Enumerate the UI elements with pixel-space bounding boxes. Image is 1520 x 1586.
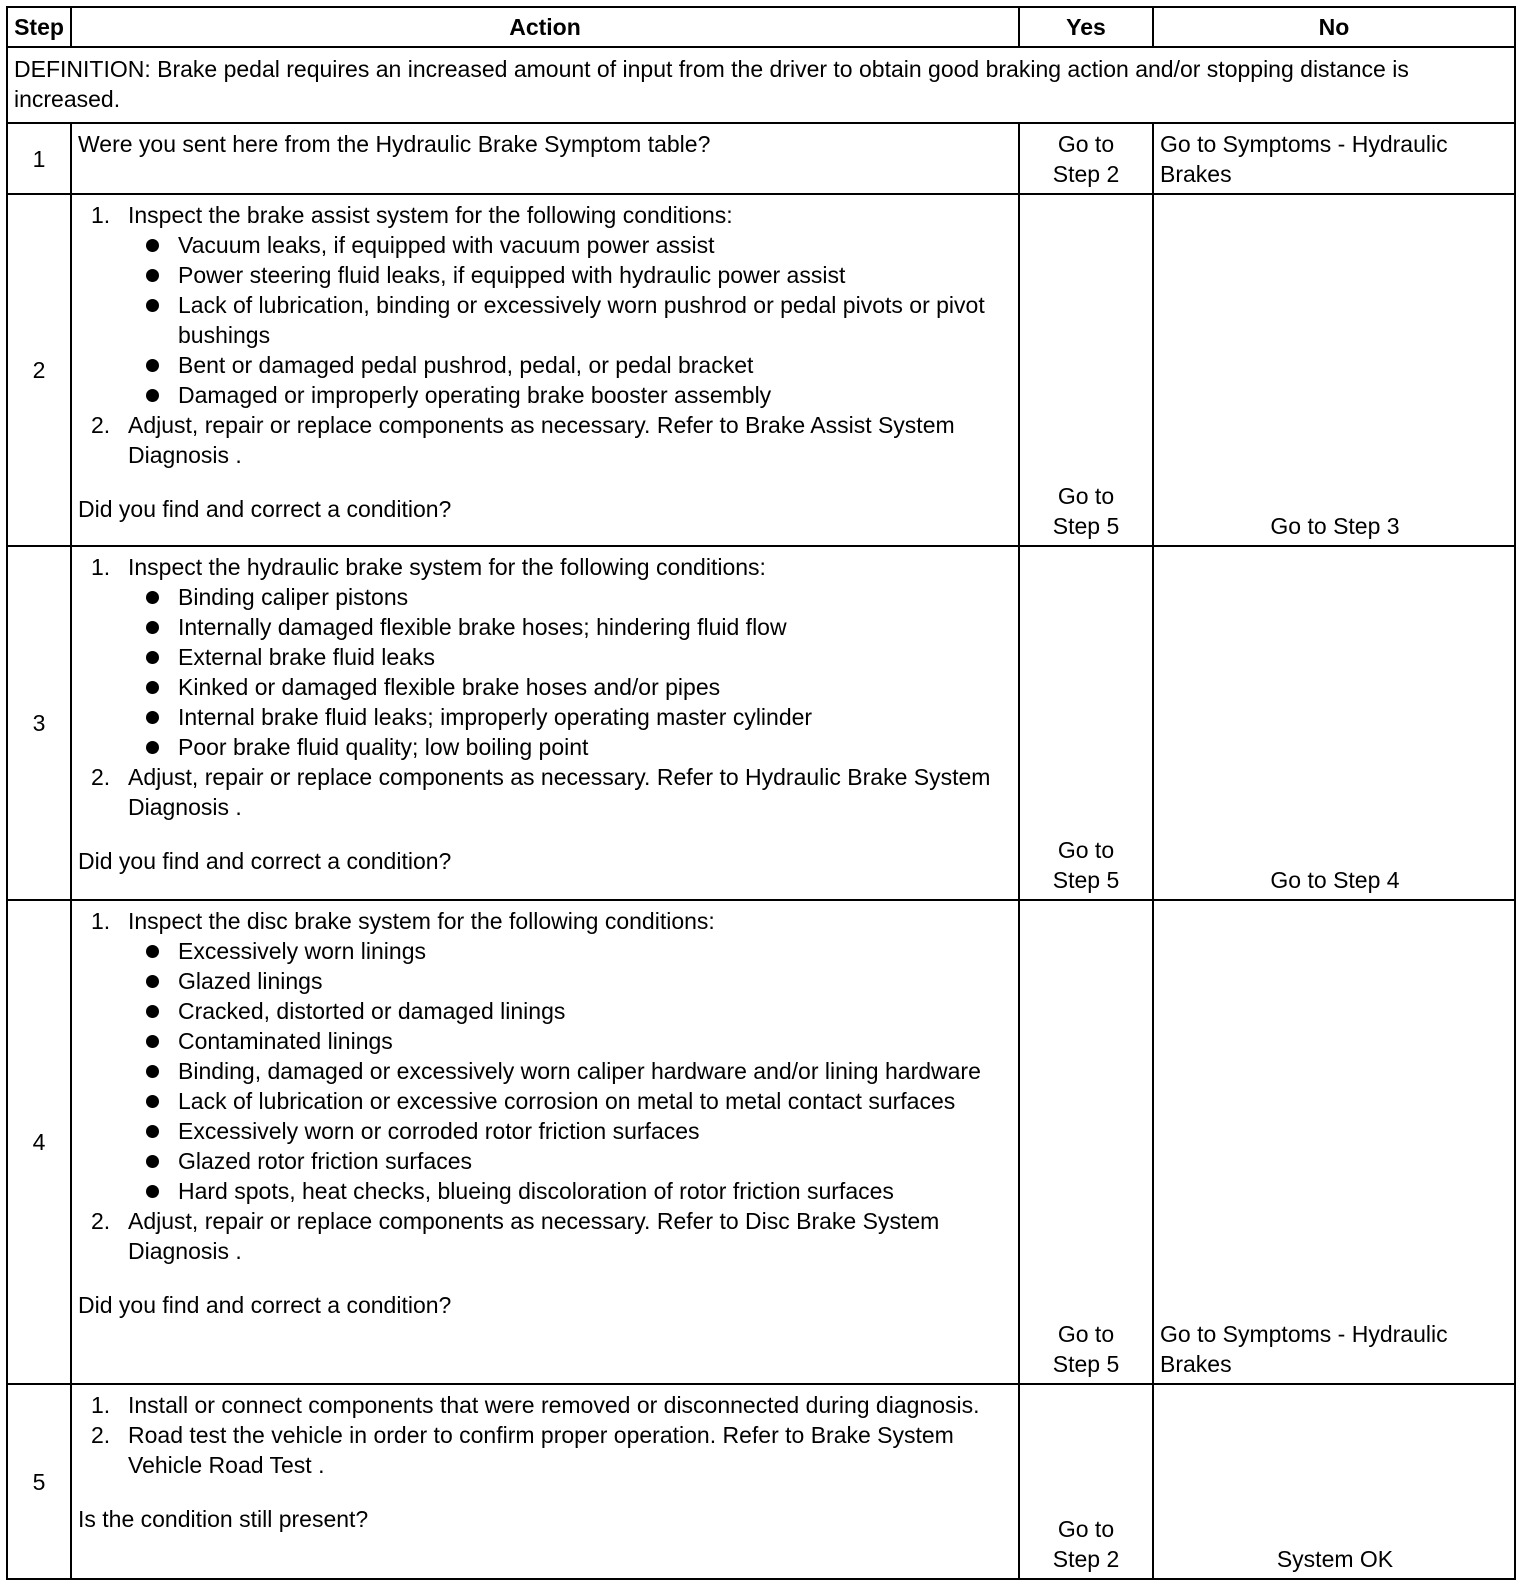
- action-text: Were you sent here from the Hydraulic Brake Symptom table?: [78, 131, 711, 157]
- no-cell: [1153, 900, 1515, 1384]
- action-step: [78, 1420, 1010, 1480]
- action-step: [78, 1390, 1010, 1420]
- step-row-1: [7, 123, 1515, 194]
- step-row-5: [7, 1384, 1515, 1579]
- action-step-number: 2.: [91, 1208, 111, 1234]
- action-step: [78, 1206, 1010, 1266]
- action-step-number: 1.: [91, 908, 111, 934]
- yes-line: Go to: [1057, 837, 1115, 863]
- condition-list: [128, 230, 1010, 410]
- condition-item: Lack of lubrication, binding or excessively worn pushrod or pedal pivots or pivot bushings: [128, 290, 1010, 350]
- yes-line: Go to: [1057, 1516, 1115, 1542]
- no-line: Brakes: [1160, 161, 1232, 187]
- condition-item: Internal brake fluid leaks; improperly operating master cylinder: [128, 702, 1010, 732]
- condition-item: Damaged or improperly operating brake booster assembly: [128, 380, 1010, 410]
- action-steps: [78, 552, 1010, 822]
- condition-item: Hard spots, heat checks, blueing discoloration of rotor friction surfaces: [128, 1176, 1010, 1206]
- yes-line: Go to: [1057, 483, 1115, 509]
- yes-line: Go to: [1057, 1321, 1115, 1347]
- header-step: Step: [7, 7, 71, 47]
- action-cell: [71, 1384, 1019, 1579]
- condition-item: Glazed linings: [128, 966, 1010, 996]
- header-action: Action: [71, 7, 1019, 47]
- action-step: [78, 762, 1010, 822]
- no-cell: [1153, 546, 1515, 900]
- question-text: Did you find and correct a condition?: [78, 1292, 452, 1318]
- action-steps: [78, 200, 1010, 470]
- no-line: Go to Step 3: [1270, 513, 1400, 539]
- step-number: 1: [7, 123, 71, 194]
- action-step-number: 2.: [91, 764, 111, 790]
- yes-line: Step 2: [1052, 1546, 1120, 1572]
- action-step-text: Adjust, repair or replace components as necessary. Refer to Hydraulic Brake System Diagnosis .: [128, 764, 991, 820]
- action-step-number: 1.: [91, 1392, 111, 1418]
- no-line: System OK: [1276, 1546, 1394, 1572]
- yes-line: Step 5: [1052, 867, 1120, 893]
- step-row-4: [7, 900, 1515, 1384]
- no-line: Go to Symptoms - Hydraulic: [1160, 1321, 1448, 1347]
- condition-item: External brake fluid leaks: [128, 642, 1010, 672]
- diagnostic-table: [6, 6, 1516, 1580]
- condition-item: Glazed rotor friction surfaces: [128, 1146, 1010, 1176]
- condition-item: Binding, damaged or excessively worn caliper hardware and/or lining hardware: [128, 1056, 1010, 1086]
- header-yes: Yes: [1019, 7, 1153, 47]
- condition-item: Excessively worn linings: [128, 936, 1010, 966]
- condition-item: Binding caliper pistons: [128, 582, 1010, 612]
- action-step-text: Adjust, repair or replace components as necessary. Refer to Brake Assist System Diagnosis .: [128, 412, 955, 468]
- no-line: Brakes: [1160, 1351, 1232, 1377]
- condition-item: Poor brake fluid quality; low boiling point: [128, 732, 1010, 762]
- question-text: Did you find and correct a condition?: [78, 496, 452, 522]
- action-step-number: 2.: [91, 412, 111, 438]
- condition-list: [128, 582, 1010, 762]
- condition-item: Vacuum leaks, if equipped with vacuum power assist: [128, 230, 1010, 260]
- header-row: [7, 7, 1515, 47]
- action-step: [78, 906, 1010, 1206]
- yes-line: Step 5: [1052, 1351, 1120, 1377]
- yes-cell: [1019, 546, 1153, 900]
- action-step-text: Inspect the brake assist system for the following conditions:: [128, 202, 733, 228]
- yes-cell: [1019, 1384, 1153, 1579]
- action-steps: [78, 906, 1010, 1266]
- action-step-number: 2.: [91, 1422, 111, 1448]
- yes-line: Step 2: [1052, 161, 1120, 187]
- condition-item: Contaminated linings: [128, 1026, 1010, 1056]
- definition-row: [7, 47, 1515, 123]
- step-number: 5: [7, 1384, 71, 1579]
- condition-item: Excessively worn or corroded rotor friction surfaces: [128, 1116, 1010, 1146]
- action-cell: [71, 900, 1019, 1384]
- step-row-3: [7, 546, 1515, 900]
- definition-text: DEFINITION: Brake pedal requires an increased amount of input from the driver to obtain good braking action and/or stopping distance is increased.: [7, 47, 1515, 123]
- condition-item: Power steering fluid leaks, if equipped with hydraulic power assist: [128, 260, 1010, 290]
- yes-line: Step 5: [1052, 513, 1120, 539]
- yes-line: Go to: [1057, 131, 1115, 157]
- action-step: [78, 200, 1010, 410]
- action-step-text: Inspect the disc brake system for the following conditions:: [128, 908, 715, 934]
- action-step-text: Road test the vehicle in order to confirm proper operation. Refer to Brake System Vehicle Road Test .: [128, 1422, 954, 1478]
- no-cell: [1153, 194, 1515, 546]
- action-step-text: Inspect the hydraulic brake system for the following conditions:: [128, 554, 766, 580]
- no-line: Go to Step 4: [1270, 867, 1400, 893]
- condition-item: Lack of lubrication or excessive corrosion on metal to metal contact surfaces: [128, 1086, 1010, 1116]
- action-step: [78, 552, 1010, 762]
- action-cell: [71, 194, 1019, 546]
- condition-item: Cracked, distorted or damaged linings: [128, 996, 1010, 1026]
- condition-item: Kinked or damaged flexible brake hoses and/or pipes: [128, 672, 1010, 702]
- question-text: Is the condition still present?: [78, 1506, 369, 1532]
- action-step-number: 1.: [91, 554, 111, 580]
- action-cell: [71, 546, 1019, 900]
- no-line: Go to Symptoms - Hydraulic: [1160, 131, 1448, 157]
- question-text: Did you find and correct a condition?: [78, 848, 452, 874]
- condition-item: Bent or damaged pedal pushrod, pedal, or pedal bracket: [128, 350, 1010, 380]
- action-step-text: Install or connect components that were removed or disconnected during diagnosis.: [128, 1392, 980, 1418]
- action-steps: [78, 1390, 1010, 1480]
- step-number: 3: [7, 546, 71, 900]
- step-number: 2: [7, 194, 71, 546]
- yes-cell: [1019, 194, 1153, 546]
- action-step-number: 1.: [91, 202, 111, 228]
- yes-cell: [1019, 123, 1153, 194]
- step-number: 4: [7, 900, 71, 1384]
- yes-cell: [1019, 900, 1153, 1384]
- header-no: No: [1153, 7, 1515, 47]
- action-step: [78, 410, 1010, 470]
- step-row-2: [7, 194, 1515, 546]
- no-cell: [1153, 1384, 1515, 1579]
- action-step-text: Adjust, repair or replace components as necessary. Refer to Disc Brake System Diagnosis .: [128, 1208, 940, 1264]
- no-cell: [1153, 123, 1515, 194]
- condition-list: [128, 936, 1010, 1206]
- action-cell: [71, 123, 1019, 194]
- condition-item: Internally damaged flexible brake hoses; hindering fluid flow: [128, 612, 1010, 642]
